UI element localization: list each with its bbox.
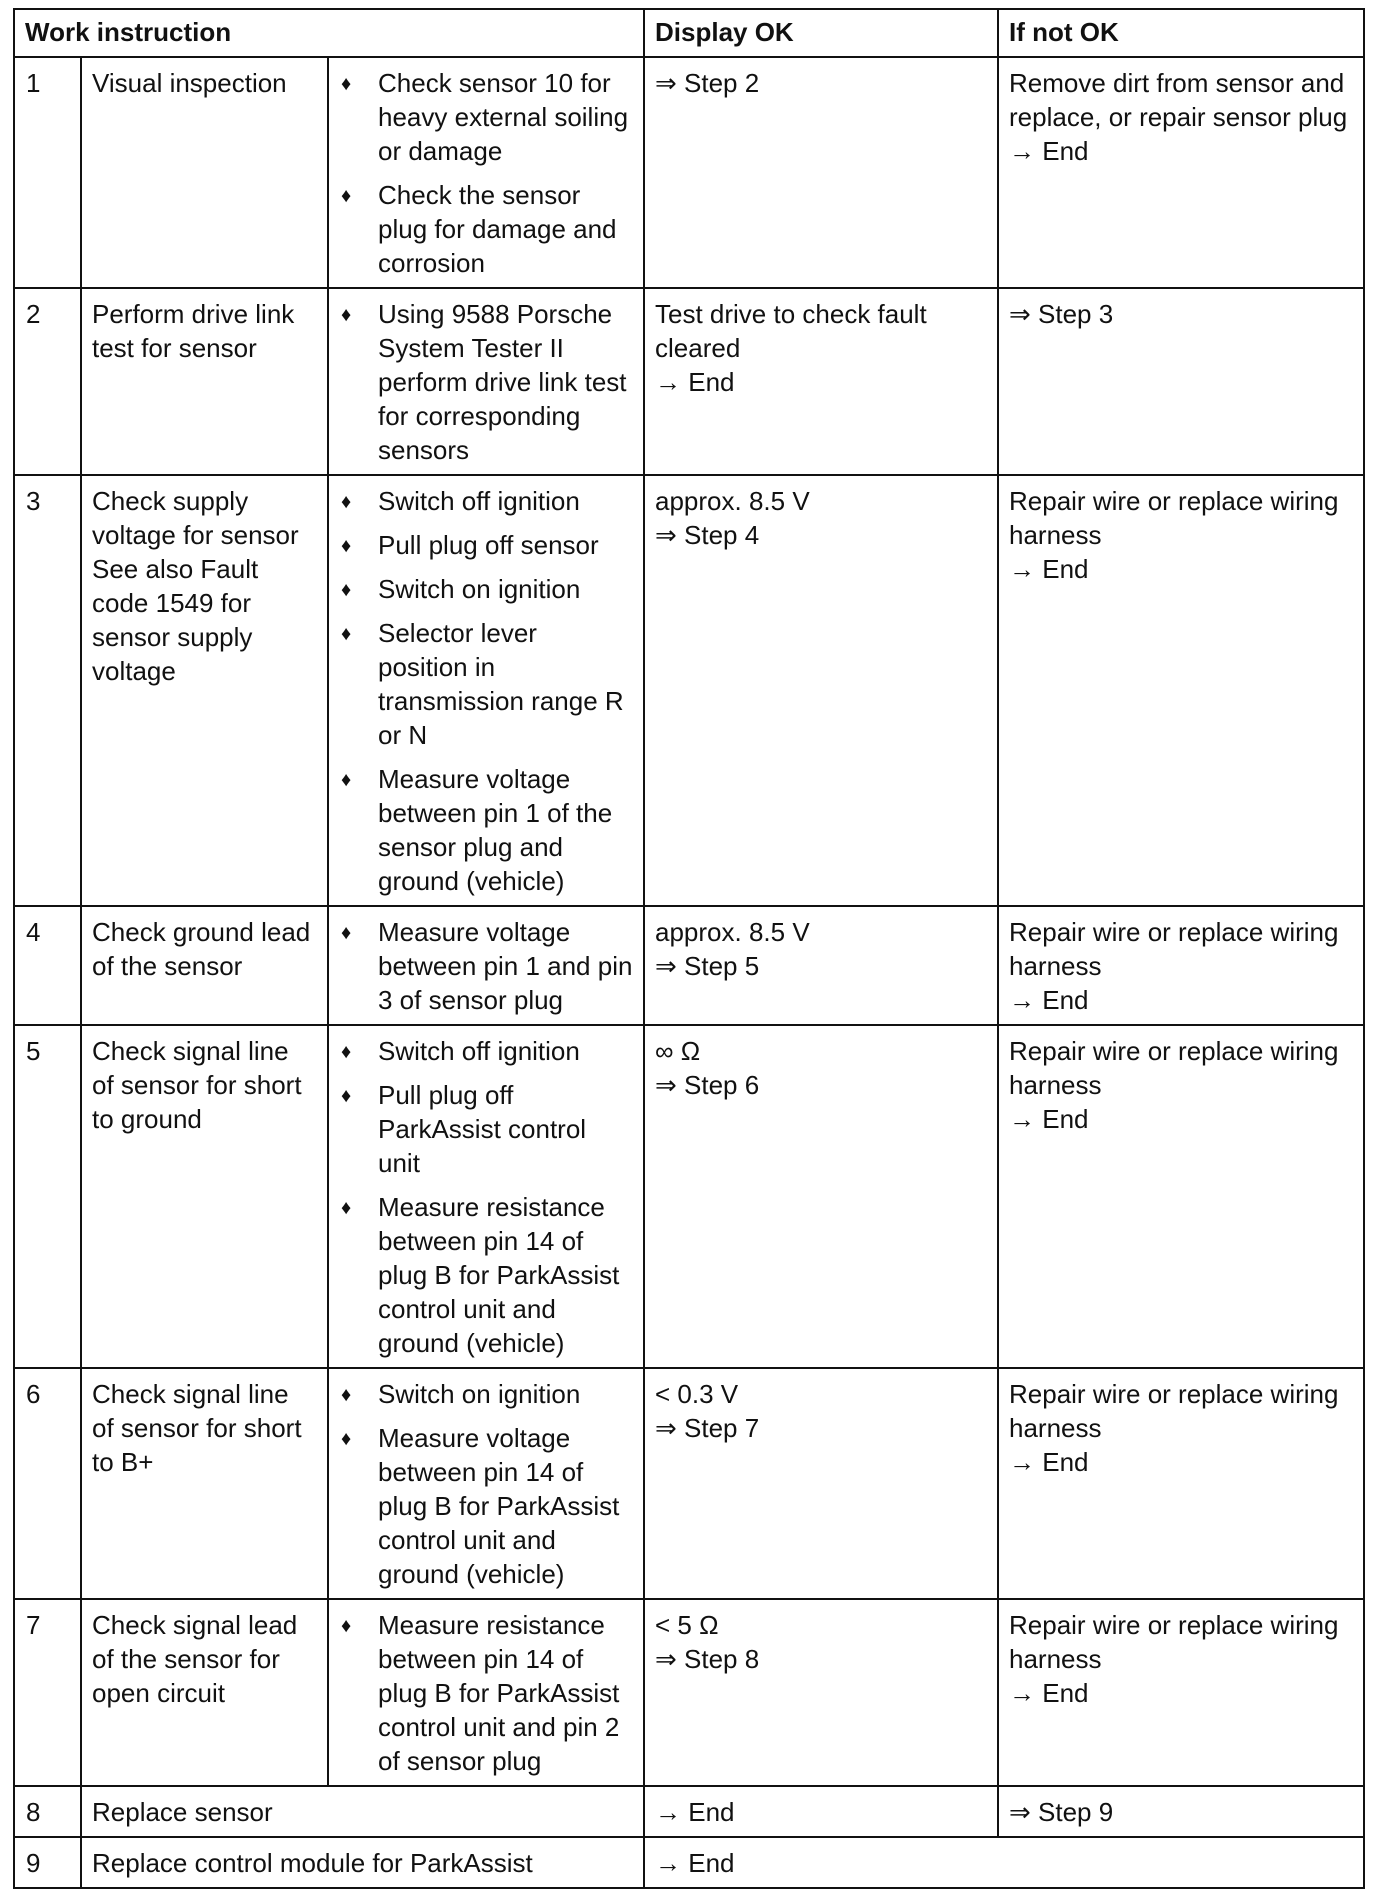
table-row <box>14 906 1364 1025</box>
display-ok-cell: → End <box>644 1786 998 1837</box>
not-ok-line: Repair wire or replace wiring harness <box>1009 486 1339 550</box>
diamond-bullet-icon: ♦ <box>341 579 352 601</box>
action-item: ♦ Measure resistance between pin 14 of plug B for ParkAssist control unit and pin 2 of sensor plug <box>341 1610 620 1776</box>
not-ok-line: → End <box>1009 985 1089 1015</box>
diamond-bullet-icon: ♦ <box>341 1041 352 1063</box>
display-ok-cell <box>644 288 998 475</box>
diamond-bullet-icon: ♦ <box>341 1615 352 1637</box>
ok-line: → End <box>655 367 735 397</box>
table-row <box>14 57 1364 288</box>
step-number: 3 <box>14 475 81 906</box>
display-ok-cell <box>644 1599 998 1786</box>
step-number: 5 <box>14 1025 81 1368</box>
diamond-bullet-icon: ♦ <box>341 769 352 791</box>
if-not-ok-cell <box>998 288 1364 475</box>
not-ok-line: → End <box>1009 136 1089 166</box>
step-actions <box>328 288 644 475</box>
action-item: ♦ Switch on ignition <box>339 572 633 606</box>
step-actions <box>328 1368 644 1599</box>
ok-line: ∞ Ω <box>655 1036 701 1066</box>
action-item: ♦ Switch off ignition <box>339 1034 633 1068</box>
step-title: Replace control module for ParkAssist <box>81 1837 644 1888</box>
table-row <box>14 1786 1364 1837</box>
action-item: ♦ Switch off ignition <box>339 484 633 518</box>
action-item: ♦ Check the sensor plug for damage and corrosion <box>341 180 617 278</box>
if-not-ok-cell <box>998 1025 1364 1368</box>
step-title: Check signal lead of the sensor for open circuit <box>81 1599 328 1786</box>
display-ok-cell <box>644 1025 998 1368</box>
ok-line: ⇒ Step 8 <box>655 1644 760 1674</box>
table-row <box>14 1368 1364 1599</box>
action-item: ♦ Using 9588 Porsche System Tester II perform drive link test for corresponding sensors <box>341 299 627 465</box>
action-item: ♦ Check sensor 10 for heavy external soiling or damage <box>341 68 629 166</box>
not-ok-line: Repair wire or replace wiring harness <box>1009 1610 1339 1674</box>
diamond-bullet-icon: ♦ <box>341 491 352 513</box>
ok-line: < 0.3 V <box>655 1379 739 1409</box>
not-ok-line: Repair wire or replace wiring harness <box>1009 917 1339 981</box>
action-item: ♦ Measure voltage between pin 1 and pin 3 of sensor plug <box>341 917 633 1015</box>
ok-line: approx. 8.5 V <box>655 917 810 947</box>
if-not-ok-cell <box>998 475 1364 906</box>
step-number: 4 <box>14 906 81 1025</box>
step-actions <box>328 1025 644 1368</box>
ok-line: approx. 8.5 V <box>655 486 810 516</box>
ok-line: ⇒ Step 6 <box>655 1070 760 1100</box>
ok-line: ⇒ Step 2 <box>655 68 760 98</box>
ok-line: ⇒ Step 4 <box>655 520 760 550</box>
step-title: Check signal line of sensor for short to B+ <box>81 1368 328 1599</box>
ok-line: < 5 Ω <box>655 1610 719 1640</box>
diamond-bullet-icon: ♦ <box>341 535 352 557</box>
diamond-bullet-icon: ♦ <box>341 1085 352 1107</box>
step-title: Visual inspection <box>81 57 328 288</box>
not-ok-line: Remove dirt from sensor and replace, or repair sensor plug <box>1009 68 1348 132</box>
not-ok-line: → End <box>1009 1447 1089 1477</box>
if-not-ok-cell <box>998 1368 1364 1599</box>
ok-line: ⇒ Step 5 <box>655 951 760 981</box>
if-not-ok-cell: ⇒ Step 9 <box>998 1786 1364 1837</box>
step-title: Check supply voltage for sensor See also Fault code 1549 for sensor supply voltage <box>81 475 328 906</box>
not-ok-line: ⇒ Step 3 <box>1009 299 1114 329</box>
header-work-instruction: Work instruction <box>14 9 644 57</box>
diamond-bullet-icon: ♦ <box>341 304 352 326</box>
display-ok-cell <box>644 906 998 1025</box>
diamond-bullet-icon: ♦ <box>341 623 352 645</box>
diamond-bullet-icon: ♦ <box>341 185 352 207</box>
display-ok-cell <box>644 57 998 288</box>
not-ok-line: → End <box>1009 554 1089 584</box>
display-ok-cell: → End <box>644 1837 1364 1888</box>
step-title: Perform drive link test for sensor <box>81 288 328 475</box>
work-instruction-table <box>13 8 1365 1889</box>
action-item: ♦ Measure voltage between pin 14 of plug B for ParkAssist control unit and ground (vehicle) <box>341 1423 620 1589</box>
step-title: Replace sensor <box>81 1786 644 1837</box>
display-ok-cell <box>644 1368 998 1599</box>
step-actions <box>328 1599 644 1786</box>
step-number: 6 <box>14 1368 81 1599</box>
action-item: ♦ Switch on ignition <box>339 1377 633 1411</box>
not-ok-line: → End <box>1009 1678 1089 1708</box>
step-title: Check signal line of sensor for short to ground <box>81 1025 328 1368</box>
step-number: 7 <box>14 1599 81 1786</box>
action-item: ♦ Measure voltage between pin 1 of the sensor plug and ground (vehicle) <box>341 764 613 896</box>
step-actions <box>328 57 644 288</box>
header-row <box>14 9 1364 57</box>
not-ok-line: → End <box>1009 1104 1089 1134</box>
diamond-bullet-icon: ♦ <box>341 922 352 944</box>
table-row <box>14 288 1364 475</box>
step-number: 9 <box>14 1837 81 1888</box>
if-not-ok-cell <box>998 1599 1364 1786</box>
step-title: Check ground lead of the sensor <box>81 906 328 1025</box>
action-item: ♦ Measure resistance between pin 14 of plug B for ParkAssist control unit and ground (vehicle) <box>341 1192 620 1358</box>
ok-line: Test drive to check fault cleared <box>655 299 927 363</box>
step-number: 8 <box>14 1786 81 1837</box>
header-display-ok: Display OK <box>644 9 998 57</box>
action-item: ♦ Pull plug off sensor <box>339 528 633 562</box>
action-item: ♦ Selector lever position in transmission range R or N <box>341 618 624 750</box>
header-if-not-ok: If not OK <box>998 9 1364 57</box>
display-ok-cell <box>644 475 998 906</box>
not-ok-line: Repair wire or replace wiring harness <box>1009 1036 1339 1100</box>
if-not-ok-cell <box>998 906 1364 1025</box>
diamond-bullet-icon: ♦ <box>341 1197 352 1219</box>
table-row <box>14 1599 1364 1786</box>
diamond-bullet-icon: ♦ <box>341 73 352 95</box>
diamond-bullet-icon: ♦ <box>341 1428 352 1450</box>
step-number: 2 <box>14 288 81 475</box>
table-row <box>14 475 1364 906</box>
not-ok-line: Repair wire or replace wiring harness <box>1009 1379 1339 1443</box>
table-row <box>14 1837 1364 1888</box>
action-item: ♦ Pull plug off ParkAssist control unit <box>341 1080 587 1178</box>
step-actions <box>328 475 644 906</box>
if-not-ok-cell <box>998 57 1364 288</box>
ok-line: ⇒ Step 7 <box>655 1413 760 1443</box>
step-number: 1 <box>14 57 81 288</box>
table-row <box>14 1025 1364 1368</box>
diamond-bullet-icon: ♦ <box>341 1384 352 1406</box>
step-actions <box>328 906 644 1025</box>
